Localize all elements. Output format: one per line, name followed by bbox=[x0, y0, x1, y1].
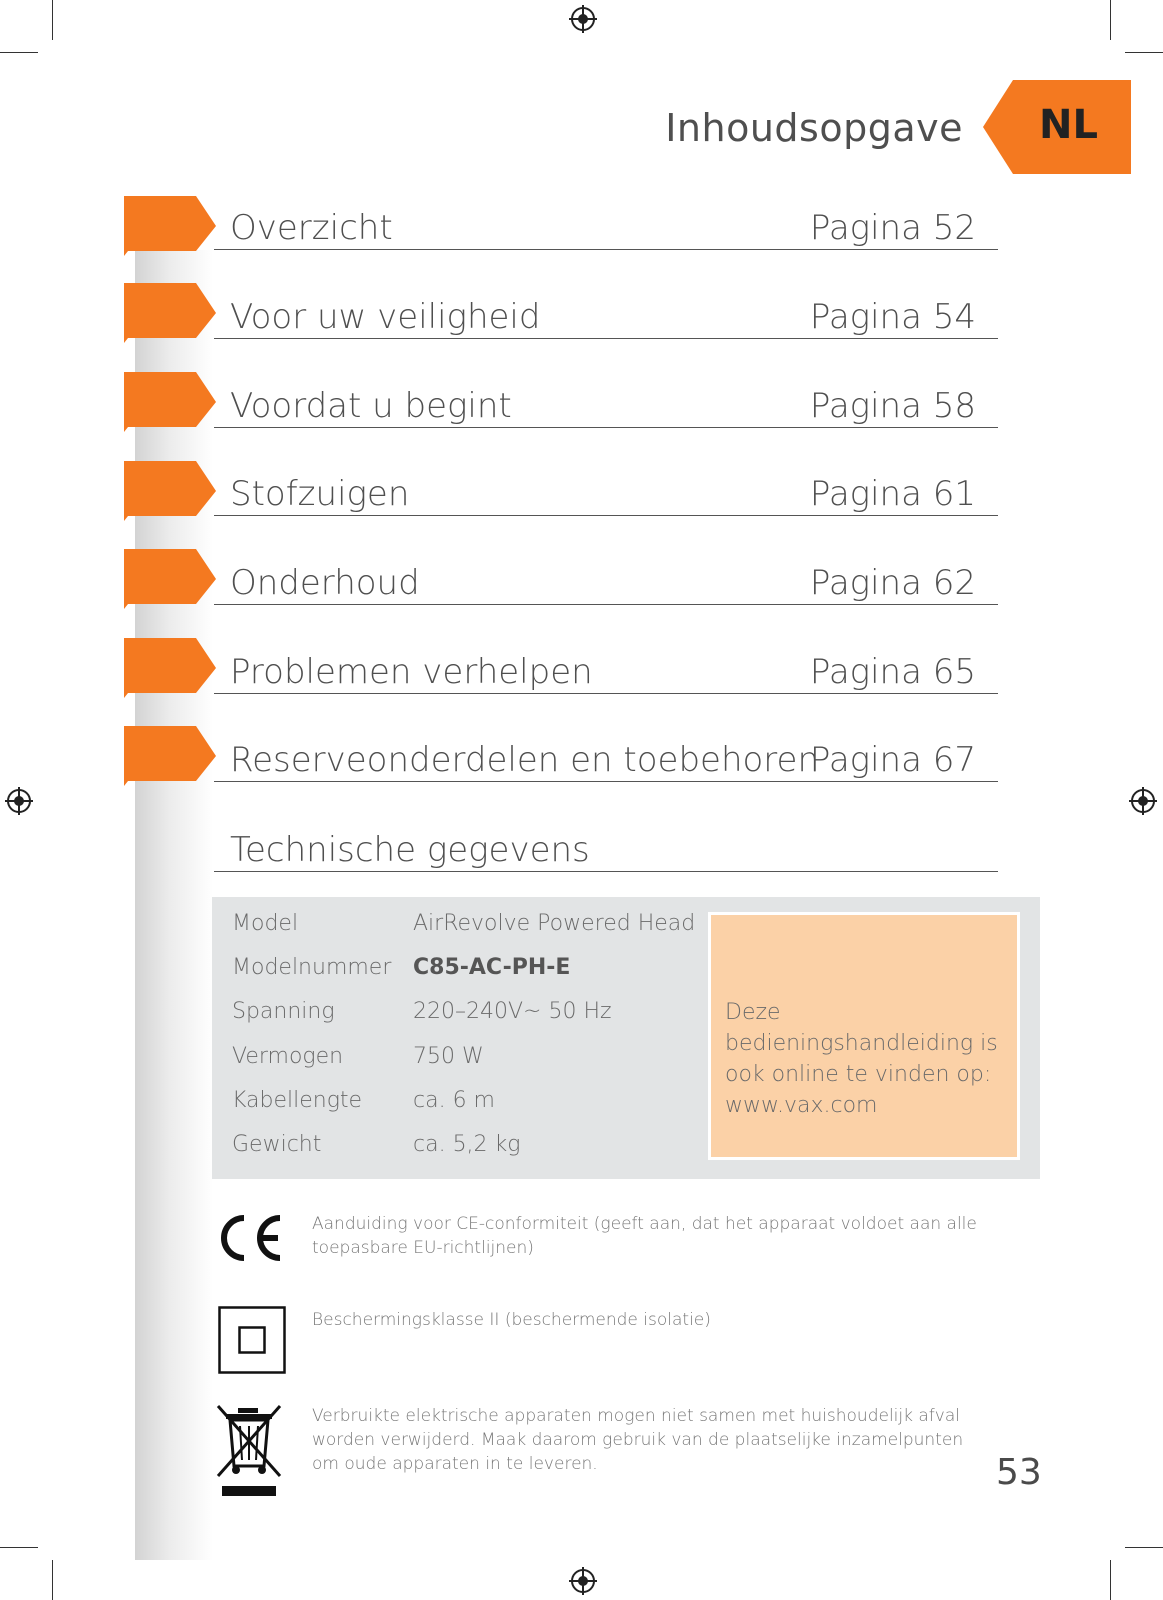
section-tab-arrow bbox=[124, 726, 216, 786]
spec-value: AirRevolve Powered Head bbox=[413, 911, 696, 936]
tech-heading-row bbox=[214, 812, 998, 872]
registration-mark-icon bbox=[568, 4, 598, 34]
section-tab-arrow bbox=[124, 638, 216, 698]
toc-entry-title: Voor uw veiligheid bbox=[230, 297, 541, 337]
toc-entry[interactable] bbox=[214, 722, 998, 782]
crop-mark bbox=[0, 1547, 38, 1548]
toc-entry[interactable] bbox=[214, 545, 998, 605]
toc-entry[interactable] bbox=[214, 279, 998, 339]
spec-value: ca. 6 m bbox=[413, 1088, 495, 1113]
spec-value: C85-AC-PH-E bbox=[413, 955, 571, 980]
toc-entry-title: Onderhoud bbox=[230, 563, 420, 603]
online-manual-text: Deze bedieningshandleiding is ook online te vinden op: www.vax.com bbox=[725, 1000, 998, 1118]
spec-label: Spanning bbox=[232, 999, 335, 1024]
language-tab bbox=[983, 80, 1131, 174]
divider bbox=[214, 515, 998, 516]
divider bbox=[214, 693, 998, 694]
side-gradient-bar bbox=[135, 250, 213, 1560]
crop-mark bbox=[1125, 52, 1163, 53]
divider bbox=[214, 604, 998, 605]
double-insulation-icon bbox=[218, 1306, 286, 1374]
divider bbox=[214, 249, 998, 250]
spec-value: ca. 5,2 kg bbox=[413, 1132, 521, 1157]
section-tab-arrow bbox=[124, 283, 216, 343]
spec-label: Model bbox=[232, 911, 299, 936]
section-tab-arrow bbox=[124, 196, 216, 256]
toc-entry-title: Stofzuigen bbox=[230, 474, 410, 514]
crop-mark bbox=[1110, 0, 1111, 40]
toc-entry-title: Overzicht bbox=[230, 208, 393, 248]
section-tab-arrow bbox=[124, 372, 216, 432]
weee-description: Verbruikte elektrische apparaten mogen niet samen met huishoudelijk afval worden verwijderd. Maak daarom gebruik van de plaatselijke inzamelpunten om oude apparaten in te leveren. bbox=[312, 1406, 964, 1474]
divider bbox=[214, 871, 998, 872]
toc-entry-page: Pagina 65 bbox=[809, 652, 976, 692]
toc-entry[interactable] bbox=[214, 634, 998, 694]
spec-label: Vermogen bbox=[232, 1044, 344, 1069]
divider bbox=[214, 781, 998, 782]
crop-mark bbox=[1125, 1547, 1163, 1548]
registration-mark-icon bbox=[568, 1566, 598, 1596]
section-tab-arrow bbox=[124, 461, 216, 521]
toc-entry[interactable] bbox=[214, 368, 998, 428]
crop-mark bbox=[1110, 1560, 1111, 1600]
section-tab-arrow bbox=[124, 549, 216, 609]
toc-entry-page: Pagina 62 bbox=[809, 563, 976, 603]
crop-mark bbox=[0, 52, 38, 53]
toc-entry-page: Pagina 58 bbox=[809, 386, 976, 426]
tech-heading: Technische gegevens bbox=[230, 830, 590, 870]
spec-label: Kabellengte bbox=[232, 1088, 363, 1113]
spec-label: Gewicht bbox=[232, 1132, 322, 1157]
toc-entry-title: Problemen verhelpen bbox=[230, 652, 593, 692]
spec-value: 750 W bbox=[413, 1044, 484, 1069]
toc-entry[interactable] bbox=[214, 456, 998, 516]
crossed-out-bin-icon bbox=[216, 1402, 282, 1498]
toc-entry[interactable] bbox=[214, 190, 998, 250]
registration-mark-icon bbox=[1128, 786, 1158, 816]
ce-mark-icon bbox=[212, 1212, 286, 1264]
crop-mark bbox=[52, 0, 53, 40]
ce-description: Aanduiding voor CE-conformiteit (geeft aan, dat het apparaat voldoet aan alle toepasbare EU-richtlijnen) bbox=[312, 1214, 977, 1258]
toc-entry-page: Pagina 67 bbox=[809, 740, 976, 780]
online-manual-note bbox=[708, 912, 1020, 1160]
language-code: NL bbox=[1039, 102, 1098, 148]
toc-entry-page: Pagina 61 bbox=[809, 474, 976, 514]
class2-description: Beschermingsklasse II (beschermende isolatie) bbox=[312, 1310, 711, 1330]
toc-entry-title: Reserveonderdelen en toebehoren bbox=[230, 740, 819, 780]
spec-value: 220–240V~ 50 Hz bbox=[413, 999, 612, 1024]
toc-entry-page: Pagina 52 bbox=[809, 208, 976, 248]
spec-label: Modelnummer bbox=[232, 955, 392, 980]
toc-entry-page: Pagina 54 bbox=[809, 297, 976, 337]
divider bbox=[214, 427, 998, 428]
crop-mark bbox=[52, 1560, 53, 1600]
toc-entry-title: Voordat u begint bbox=[230, 386, 512, 426]
divider bbox=[214, 338, 998, 339]
registration-mark-icon bbox=[4, 786, 34, 816]
page-title: Inhoudsopgave bbox=[665, 106, 963, 150]
page-number: 53 bbox=[996, 1452, 1042, 1493]
